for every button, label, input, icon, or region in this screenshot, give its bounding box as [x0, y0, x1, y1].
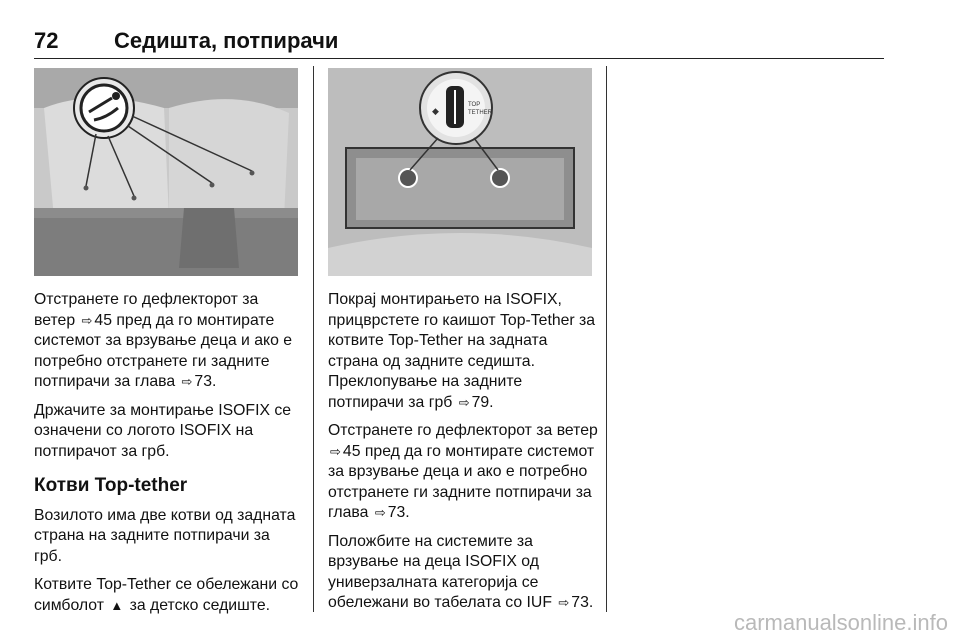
top-tether-trunk-figure [328, 68, 592, 276]
top-tether-label-top: TOP [468, 102, 481, 108]
column-divider-1 [313, 66, 314, 612]
top-tether-label-bottom: TETHER [468, 110, 492, 116]
svg-text:◆: ◆ [432, 107, 439, 117]
reference-arrow-icon: ⇨ [181, 374, 193, 389]
watermark: carmanualsonline.info [733, 610, 948, 635]
reference-arrow-icon: ⇨ [458, 394, 470, 410]
paragraph: Возилото има две котви од задната страна на задните потпирачи за грб. [34, 506, 296, 565]
page-number: 72 [34, 28, 59, 53]
paragraph: Покрај монтирањето на ISOFIX, прицврстете го каишот Top-Tether за котвите Top-Tether на задната страна од задните седишта. Преклопување на задните потпирачи за грб ⇨ 79. [328, 291, 596, 411]
reference-arrow-icon: ⇨ [558, 595, 570, 610]
paragraph: Отстранете го дефлекторот за ветер ⇨ 45 пред да го монтирате системот за врзување деца и ако е потребно отстранете ги задните потпирачи за глава ⇨ 73. [34, 291, 293, 390]
paragraph: Положбите на системите за врзување на деца ISOFIX од универзалната категорија се обележани во табелата со IUF ⇨ 73. [328, 532, 594, 611]
paragraph: Котвите Top-Tether се обележани со симболот ▲ за детско седиште. [34, 576, 299, 614]
isofix-seat-figure [34, 68, 298, 276]
right-column-text [328, 290, 598, 622]
child-seat-symbol-icon: ▲ [110, 597, 124, 613]
reference-arrow-icon: ⇨ [81, 312, 93, 328]
left-column-text [34, 290, 302, 624]
paragraph: Држачите за монтирање ISOFIX се означени со логото ISOFIX на потпирачот за грб. [34, 401, 292, 460]
header-rule [34, 58, 884, 59]
reference-arrow-icon: ⇨ [330, 443, 341, 459]
section-heading: Котви Top-tether [34, 475, 188, 496]
page-title: Седишта, потпирачи [114, 28, 339, 53]
paragraph: Отстранете го дефлекторот за ветер ⇨ 45 пред да го монтирате системот за врзување деца и ако е потребно отстранете ги задните потпирачи за глава ⇨ 73. [328, 422, 598, 521]
column-divider-2 [606, 66, 607, 612]
reference-arrow-icon: ⇨ [374, 505, 386, 520]
